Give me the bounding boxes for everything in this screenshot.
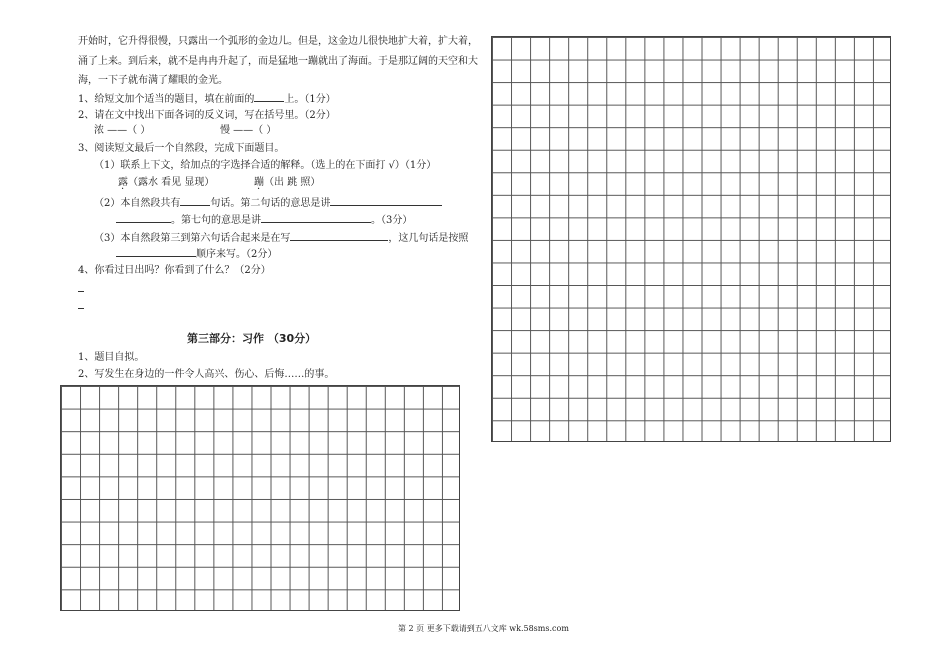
page-footer: 第 2 页 更多下载请到五八文库 wk.58sms.com: [398, 624, 569, 633]
second-sentence-blank-cont[interactable]: [116, 212, 171, 223]
antonym-item-2: 慢 ——（ ）: [220, 125, 277, 136]
writing-grid-left[interactable]: [60, 385, 460, 611]
question-3-3-line-2: [116, 246, 277, 262]
seventh-sentence-blank[interactable]: [261, 212, 371, 223]
choice-options-2[interactable]: （出 跳 照）: [264, 177, 321, 188]
second-sentence-blank[interactable]: [330, 195, 442, 206]
sentence-count-blank[interactable]: [180, 195, 210, 206]
question-3-2-text-d: 。（3分）: [371, 215, 413, 226]
content-blank[interactable]: [290, 230, 388, 241]
question-1-score: 上。（1分）: [284, 94, 336, 105]
question-3-2-text-a: （2）本自然段共有: [94, 198, 181, 209]
question-3-2-line-1: [94, 195, 442, 211]
answer-line-2[interactable]: [78, 308, 84, 309]
question-3-3-line-1: [94, 230, 468, 246]
question-4: 4、你看过日出吗？你看到了什么？（2分）: [78, 265, 271, 276]
order-blank[interactable]: [116, 246, 196, 257]
question-3-2-text-b: 句话。第二句话的意思是讲: [210, 198, 331, 209]
writing-requirement-2: 2、写发生在身边的一件令人高兴、伤心、后悔……的事。: [78, 369, 335, 380]
dotted-char-1: 露: [118, 177, 128, 188]
passage-line-3: 海，一下子就布满了耀眼的金光。: [78, 75, 228, 86]
choice-group-1: [118, 176, 214, 190]
part-3-title: 第三部分：习作 （30分）: [187, 332, 317, 345]
dotted-char-2: 蹦: [254, 177, 264, 188]
question-3: 3、阅读短文最后一个自然段，完成下面题目。: [78, 143, 285, 154]
writing-requirement-1: 1、题目自拟。: [78, 352, 145, 363]
question-1: [78, 91, 336, 107]
choice-group-2: [254, 176, 320, 190]
question-3-3-text-c: 顺序来写。（2分）: [196, 249, 278, 260]
question-2: 2、请在文中找出下面各词的反义词，写在括号里。（2分）: [78, 110, 336, 121]
writing-grid-right[interactable]: [491, 36, 891, 442]
passage-line-2: 涌了上来。到后来，就不是冉冉升起了，而是猛地一蹦就出了海面。于是那辽阔的天空和大: [78, 56, 478, 67]
answer-line-1[interactable]: [78, 291, 84, 292]
choice-options-1[interactable]: （露水 看见 显现）: [128, 177, 215, 188]
passage-line-1: 开始时，它升得很慢，只露出一个弧形的金边儿。但是，这金边儿很快地扩大着，扩大着，: [78, 36, 478, 47]
question-3-1: （1）联系上下文，给加点的字选择合适的解释。（选上的在下面打 √）（1分）: [94, 160, 437, 171]
antonym-item-1: 浓 ——（ ）: [94, 125, 151, 136]
question-3-3-text-b: ，这几句话是按照: [388, 233, 469, 244]
question-3-3-text-a: （3）本自然段第三到第六句话合起来是在写: [94, 233, 291, 244]
question-1-text: 1、给短文加个适当的题目，填在前面的: [78, 94, 255, 105]
question-3-2-line-2: [116, 212, 412, 228]
question-3-2-text-c: 。第七句的意思是讲: [171, 215, 261, 226]
title-answer-blank[interactable]: [254, 91, 284, 102]
